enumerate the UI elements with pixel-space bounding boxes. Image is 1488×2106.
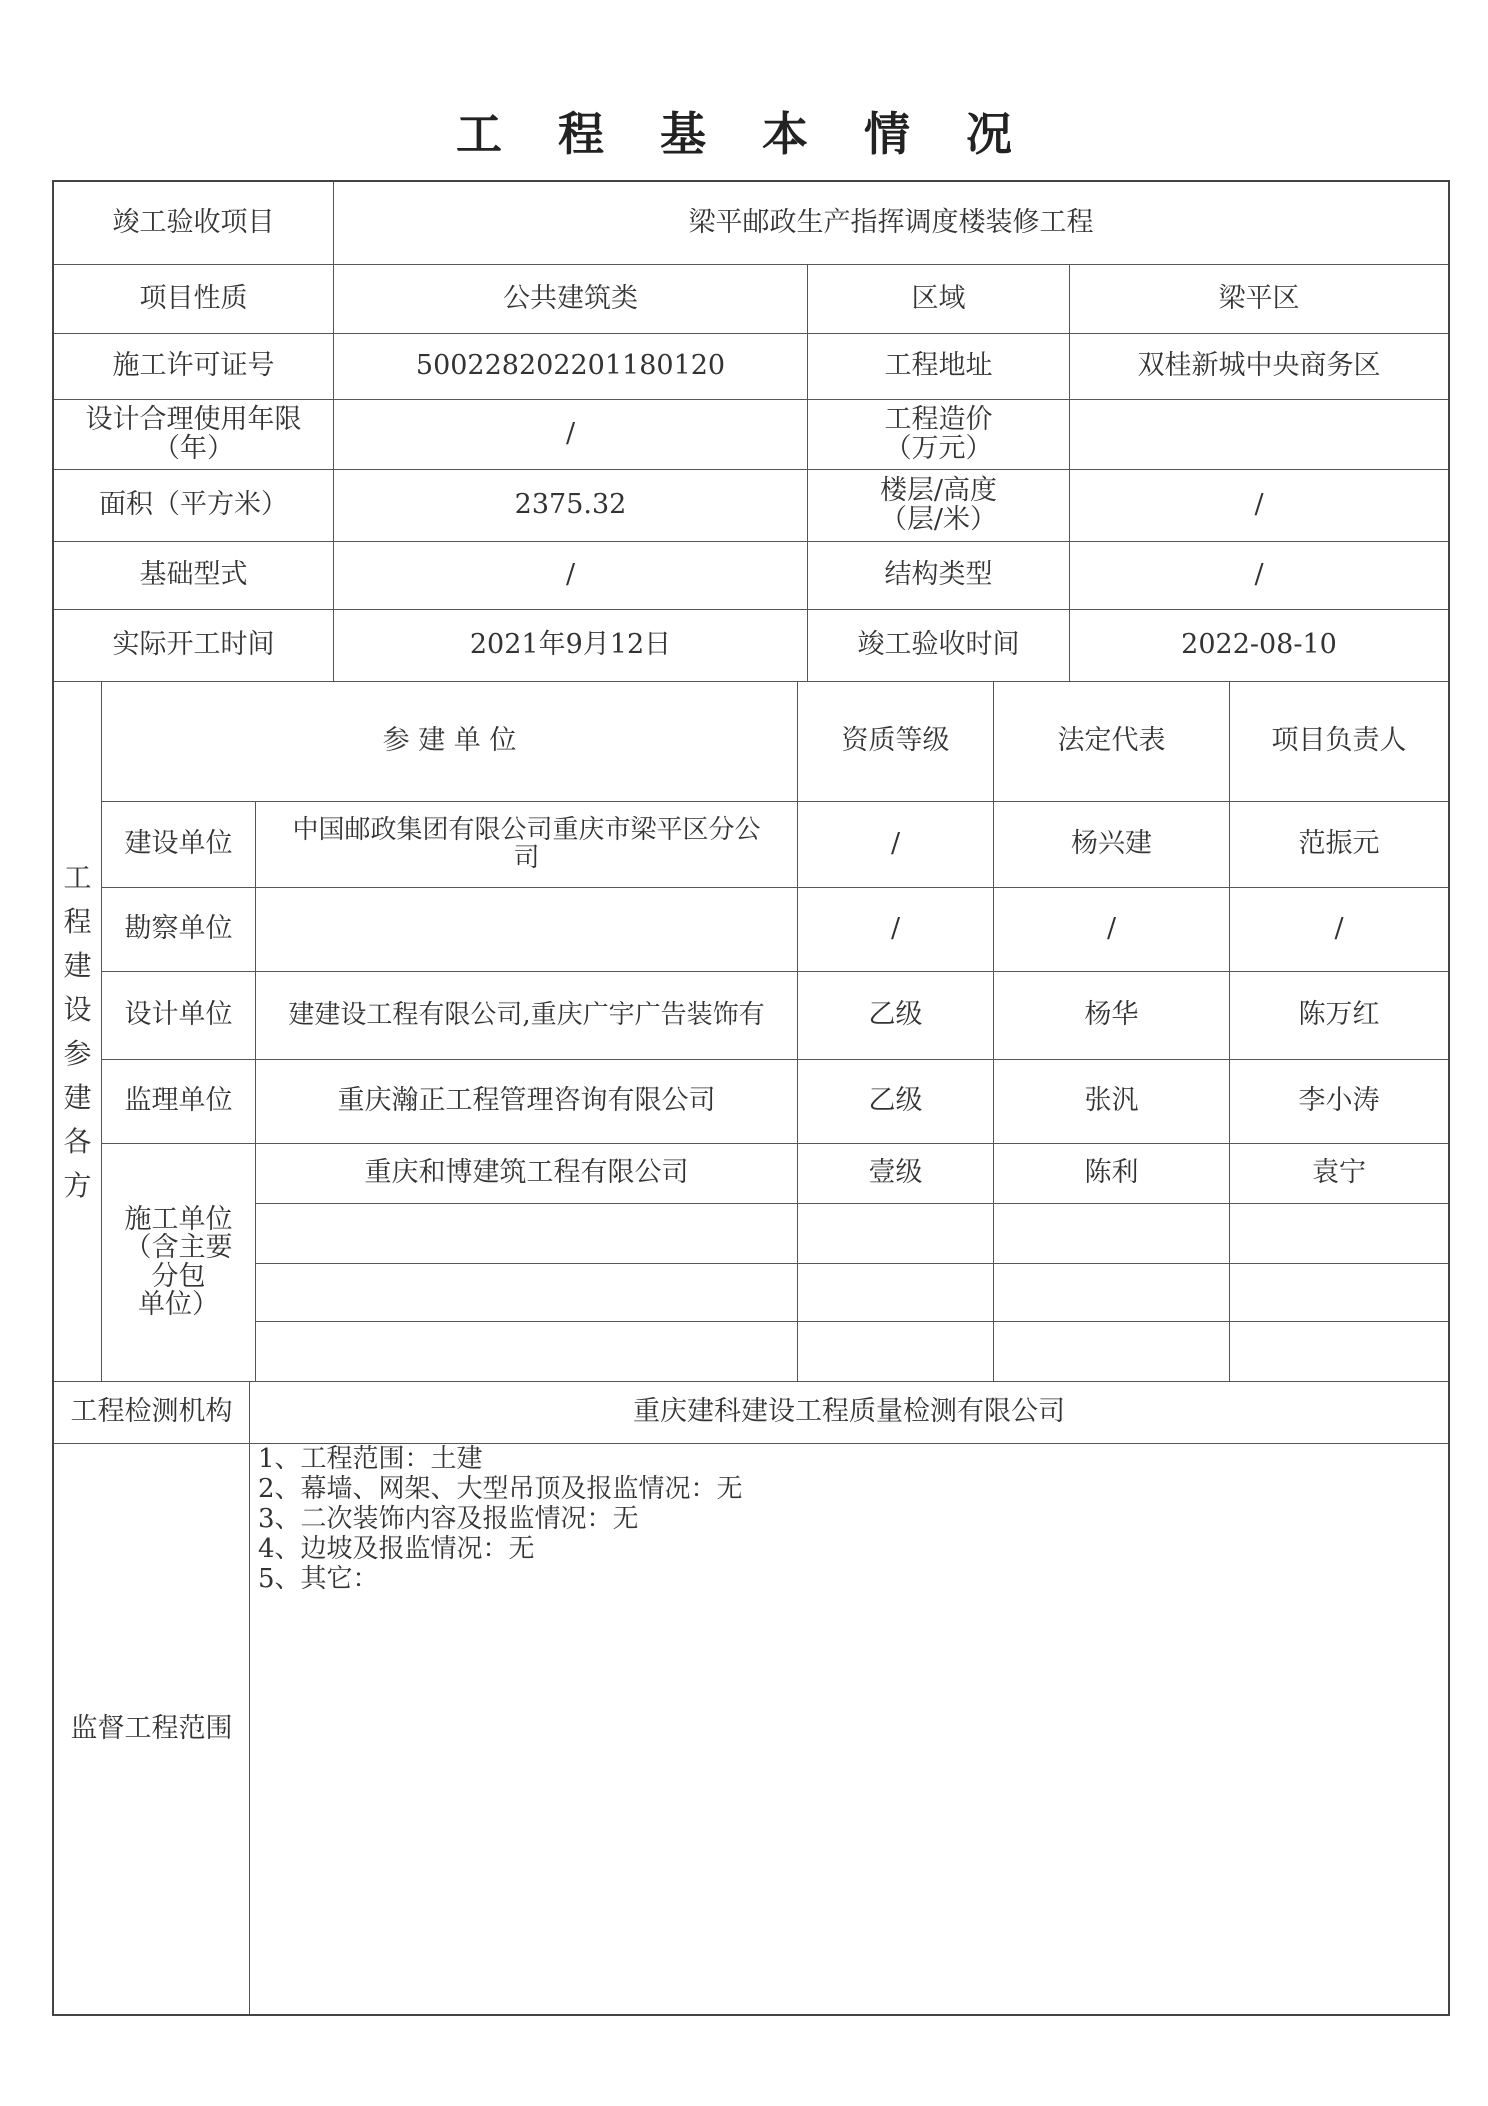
floors-label-line1: 楼层/高度: [879, 475, 998, 507]
floors-label: [808, 470, 1070, 542]
cost-label: [808, 400, 1070, 470]
builder-label: 建设单位: [102, 802, 256, 888]
construction-blank-cell: [994, 1264, 1230, 1322]
design-life-label-line1: 设计合理使用年限: [85, 404, 302, 436]
builder-name-line1: 中国邮政集团有限公司重庆市梁平区分公: [292, 815, 761, 846]
construction-blank-cell: [1230, 1204, 1448, 1264]
acceptance-time-label: 竣工验收时间: [808, 610, 1070, 682]
side-char: 方: [63, 1168, 92, 1202]
floors-label-line2: （层/米）: [879, 503, 998, 535]
start-time-label: 实际开工时间: [54, 610, 334, 682]
construction-blank-cell: [798, 1264, 994, 1322]
scope-line: 5、其它：: [258, 1564, 379, 1594]
supervision-legal-rep: 张汎: [994, 1060, 1230, 1144]
construction-blank-cell: [256, 1204, 798, 1264]
construction-label-line1: 施工单位: [124, 1203, 233, 1235]
testing-value: 重庆建科建设工程质量检测有限公司: [250, 1382, 1448, 1444]
construction-blank-cell: [1230, 1322, 1448, 1382]
construction-blank-cell: [256, 1264, 798, 1322]
acceptance-time-value: 2022-08-10: [1070, 610, 1448, 682]
scope-line: 3、二次装饰内容及报监情况：无: [258, 1504, 639, 1534]
design-name: 建建设工程有限公司,重庆广宇广告装饰有: [256, 972, 798, 1060]
floors-value: /: [1070, 470, 1448, 542]
side-char: 建: [63, 948, 92, 982]
supervision-name: 重庆瀚正工程管理咨询有限公司: [256, 1060, 798, 1144]
builder-name-line2: 司: [513, 842, 540, 873]
project-info-table: [52, 180, 1450, 2016]
design-label: 设计单位: [102, 972, 256, 1060]
cost-value: [1070, 400, 1448, 470]
scope-line: 4、边坡及报监情况：无: [258, 1534, 535, 1564]
design-manager: 陈万红: [1230, 972, 1448, 1060]
header-legal-rep: 法定代表: [994, 682, 1230, 802]
construction-blank-cell: [798, 1204, 994, 1264]
design-qualification: 乙级: [798, 972, 994, 1060]
survey-qualification: /: [798, 888, 994, 972]
construction-label-line4: 单位）: [138, 1288, 219, 1320]
supervision-qualification: 乙级: [798, 1060, 994, 1144]
area-label: 面积（平方米）: [54, 470, 334, 542]
construction-blank-cell: [994, 1322, 1230, 1382]
side-char: 设: [63, 992, 92, 1026]
region-value: 梁平区: [1070, 265, 1448, 334]
builder-qualification: /: [798, 802, 994, 888]
header-qualification: 资质等级: [798, 682, 994, 802]
scope-content: [250, 1444, 1448, 2014]
construction-blank-cell: [798, 1322, 994, 1382]
construction-blank-cell: [256, 1322, 798, 1382]
foundation-label: 基础型式: [54, 542, 334, 610]
construction-blank-cell: [994, 1204, 1230, 1264]
construction-blank-cell: [1230, 1264, 1448, 1322]
builder-name: [256, 802, 798, 888]
cost-label-line1: 工程造价: [884, 404, 993, 436]
scope-line: 2、幕墙、网架、大型吊顶及报监情况：无: [258, 1474, 743, 1504]
address-label: 工程地址: [808, 334, 1070, 400]
acceptance-project-label: 竣工验收项目: [54, 182, 334, 265]
survey-name: [256, 888, 798, 972]
construction-manager: 袁宁: [1230, 1144, 1448, 1204]
builder-manager: 范振元: [1230, 802, 1448, 888]
scope-label: 监督工程范围: [54, 1444, 250, 2014]
cost-label-line2: （万元）: [884, 432, 993, 464]
structure-label: 结构类型: [808, 542, 1070, 610]
survey-manager: /: [1230, 888, 1448, 972]
header-unit: 参 建 单 位: [102, 682, 798, 802]
area-value: 2375.32: [334, 470, 808, 542]
permit-label: 施工许可证号: [54, 334, 334, 400]
page-title: 工 程 基 本 情 况: [455, 107, 1033, 161]
construction-legal-rep: 陈利: [994, 1144, 1230, 1204]
address-value: 双桂新城中央商务区: [1070, 334, 1448, 400]
builder-legal-rep: 杨兴建: [994, 802, 1230, 888]
side-char: 程: [63, 904, 92, 938]
design-legal-rep: 杨华: [994, 972, 1230, 1060]
foundation-value: /: [334, 542, 808, 610]
parties-side-label: [54, 682, 102, 1382]
region-label: 区域: [808, 265, 1070, 334]
construction-label: [102, 1144, 256, 1382]
side-char: 建: [63, 1080, 92, 1114]
testing-label: 工程检测机构: [54, 1382, 250, 1444]
scope-line: 1、工程范围：土建: [258, 1444, 483, 1474]
side-char: 参: [63, 1036, 92, 1070]
construction-label-line2: （含主要: [124, 1232, 233, 1264]
nature-label: 项目性质: [54, 265, 334, 334]
acceptance-project-value: 梁平邮政生产指挥调度楼装修工程: [334, 182, 1448, 265]
supervision-manager: 李小涛: [1230, 1060, 1448, 1144]
start-time-value: 2021年9月12日: [334, 610, 808, 682]
structure-value: /: [1070, 542, 1448, 610]
design-life-value: /: [334, 400, 808, 470]
design-life-label: [54, 400, 334, 470]
construction-name: 重庆和博建筑工程有限公司: [256, 1144, 798, 1204]
header-manager: 项目负责人: [1230, 682, 1448, 802]
side-char: 各: [63, 1124, 92, 1158]
construction-qualification: 壹级: [798, 1144, 994, 1204]
side-char: 工: [63, 860, 92, 894]
permit-value: 500228202201180120: [334, 334, 808, 400]
construction-label-line3: 分包: [151, 1260, 206, 1292]
nature-value: 公共建筑类: [334, 265, 808, 334]
design-life-label-line2: （年）: [153, 432, 234, 464]
supervision-label: 监理单位: [102, 1060, 256, 1144]
survey-label: 勘察单位: [102, 888, 256, 972]
survey-legal-rep: /: [994, 888, 1230, 972]
